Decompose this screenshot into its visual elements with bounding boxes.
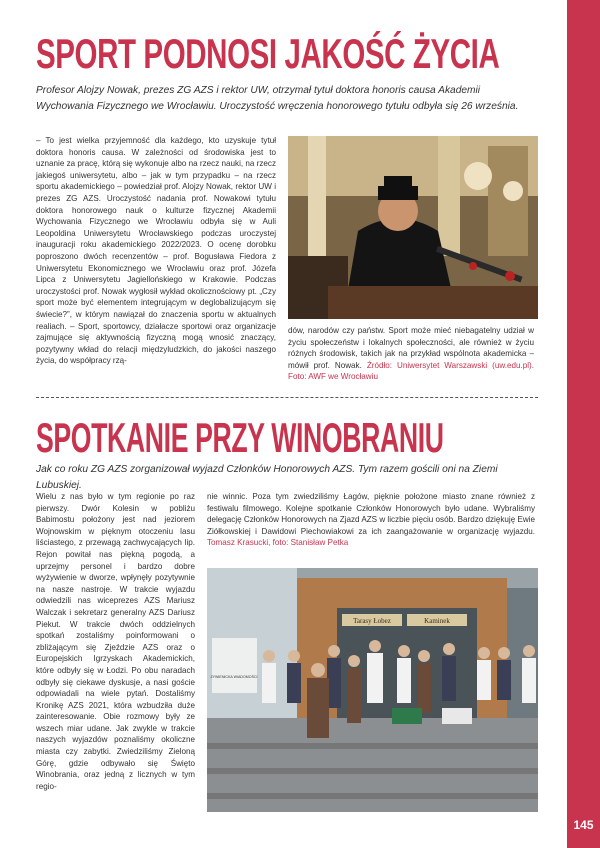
article-2-title: SPOTKANIE PRZY WINOBRANIU [36, 414, 444, 462]
section-divider [36, 397, 538, 398]
article-1-body-end: dów, narodów czy państw. Sport może mieć niebagatelny udział w życiu społeczeństw i lokalnych społeczności, ale również w życiu różnych środowisk, takich jak na przykład wspólnota akademicka – mówił prof. Nowak. [288, 326, 534, 370]
article-2-body-column-1: Wielu z nas było w tym regionie po raz pierwszy. Dwór Kolesin w pobliżu Babimostu położony jest nad jeziorem Wojnowskim w pięknym otoczeniu lasu liściastego, z przewagą zachwycających lip. Rejon powitał nas piękną pogodą, a uprzejmy personel i bardzo dobre wyżywienie w dworze, wpłynęły pozytywnie na nasze nastroje. W trakcie wyjazdu odwiedzili nas wiceprezes AZS Mariusz Walczak i sekretarz generalny AZS Dariusz Piekut. W trakcie dwóch oddzielnych spotkań zostaliśmy poinformowani o zbliżającym się Zjeździe AZS oraz o Europejskich Igrzyskach Akademickich, które odbyły się w Łodzi. Po obu naradach odbyły się ciekawe dyskusje, a nasi goście odpowiadali na wiele pytań. Dostaliśmy Kronikę AZS 2021, która wzbudziła duże zainteresowanie. Obie rozmowy były ze wszech miar udane. Jak zwykle w trakcie naszych wyjazdów poznaliśmy okoliczne miasta czy zabytki. Zwiedziliśmy Zieloną Górę, gdzie odbywało się Święto Winobrania, oraz jedną z licznych w tym regio- [36, 492, 195, 791]
article-2-body-column-2 [207, 491, 535, 549]
article-2-body-end: nie winnic. Poza tym zwiedziliśmy Łagów, pięknie położone miasto znane również z festiwalu filmowego. Kolejne spotkanie Członków Honorowych było udane. Wybraliśmy delegację Członków Honorowych na Zjazd AZS w liczbie pięciu osób. Bardzo dziękuję Ewie Ziółkowskiej i Dawidowi Piechowiakowi za ich zaangażowanie w organizację wyjazdu. [207, 492, 535, 536]
article-2-lead: Jak co roku ZG AZS zorganizował wyjazd Członków Honorowych AZS. Tym razem gościli oni na Ziemi Lubuskiej. [36, 464, 498, 491]
article-1-title: SPORT PODNOSI JAKOŚĆ ŻYCIA [36, 30, 500, 78]
article-2-photo-credit: Tomasz Krasucki, foto: Stanisław Petka [207, 538, 349, 548]
building-sign-1: Tarasy Łobez [353, 617, 391, 625]
article-1-lead: Profesor Alojzy Nowak, prezes ZG AZS i rektor UW, otrzymał tytuł doktora honoris causa Akademii Wychowania Fizycznego we Wrocławiu. Uroczystość wręczenia honorowego tytułu odbyła się 26 września. [36, 85, 519, 112]
article-1-body-column-2 [288, 325, 534, 383]
group-photo [207, 568, 538, 812]
article-1-photo-credit: Źródło: Uniwersytet Warszawski (uw.edu.pl). Foto: AWF we Wrocławiu [288, 360, 535, 382]
page-number: 145 [573, 818, 594, 832]
building-sign-2: Kaminek [424, 617, 450, 625]
ceremony-photo [288, 136, 538, 319]
building-poster-text: ZYWIENICKA WIADOMOŚCI [210, 675, 258, 679]
page-edge-bar [567, 0, 600, 848]
article-1-body-column-1: – To jest wielka przyjemność dla każdego, kto uzyskuje tytuł doktora honoris causa. W zależności od środowiska jest to uznanie za pracę, którą się wykonuje albo na rzecz nauki, na rzecz jakiegoś uniwersytetu, albo – jak w tym przypadku – na rzecz sportu akademickiego – powiedział prof. Alojzy Nowak, rektor UW i prezes ZG AZS. Uroczystość nadania prof. Nowakowi tytułu doktora honorowego nauk o kulturze fizycznej Akademii Wychowania Fizycznego we Wrocławiu odbyła się w Auli Leopoldina Uniwersytetu Wrocławskiego podczas uroczystej inauguracji roku akademickiego 2022/2023. O ocenę dorobku poproszono dwóch recenzentów – prof. Bogusława Fiedora z Uniwersytetu Ekonomicznego we Wrocławiu oraz prof. Józefa Lipca z Uniwersytetu Jagiellońskiego w Krakowie. Podczas uroczystości prof. Nowak wygłosił wykład okolicznościowy pt. „Czy sport może być elementem integrującym w deglobalizującym się świecie?”, w którym nawiązał do znaczenia sportu w aktualnych realiach. – Sport, sportowcy, działacze sportowi oraz organizacje zajmujące się aktywnością fizyczną mogą wnosić znaczący, pozytywny wkład do relacji międzyludzkich, do jakości naszego życia, do współpracy rzą- [36, 136, 276, 366]
